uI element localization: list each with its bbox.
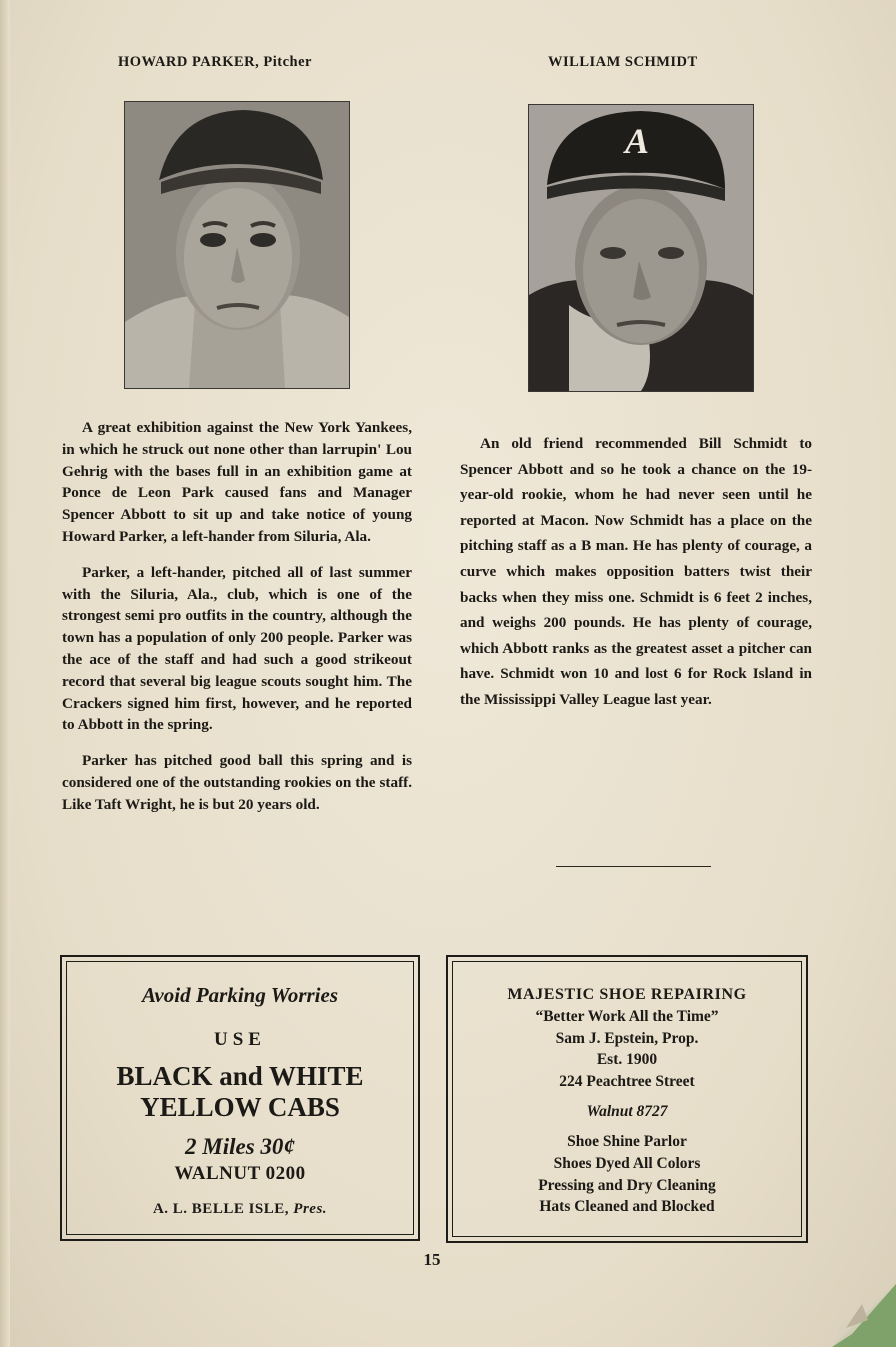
shoe-business-name: MAJESTIC SHOE REPAIRING xyxy=(507,986,747,1003)
left-bio-paragraph: Parker, a left-hander, pitched all of last summer with the Siluria, Ala., club, which is one of the strongest semi pro outfits in the country, although the town has a population of only 200 people. Parker was the ace of the staff and had such a good strikeout record that several big league scouts sought him. The Crackers signed him first, however, and he reported to Abbott in the spring. xyxy=(62,563,412,734)
cab-phone: WALNUT 0200 xyxy=(174,1163,306,1184)
right-bio-paragraph: An old friend recommended Bill Schmidt to Spencer Abbott and so he took a chance on the 19-year-old rookie, whom he had never seen until he reported at Macon. Now Schmidt has a place on the pitching staff as a B man. He has plenty of courage, a curve which makes opposition batters twist their backs when they miss one. Schmidt is 6 feet 2 inches, and weighs 200 pounds. He has plenty of courage, which Abbott ranks as the greatest asset a pitcher can have. Schmidt won 10 and lost 6 for Rock Island in the Mississippi Valley League last year. xyxy=(460,435,812,708)
left-player-heading xyxy=(118,54,312,71)
left-player-position: Pitcher xyxy=(263,54,312,70)
page-number: 15 xyxy=(423,1250,441,1269)
folded-corner-icon xyxy=(832,1284,896,1347)
cab-president-name: A. L. BELLE ISLE, xyxy=(152,1201,290,1217)
cab-company-name-line2: YELLOW CABS xyxy=(140,1092,340,1122)
shoe-service: Pressing and Dry Cleaning xyxy=(538,1177,716,1194)
cab-president xyxy=(62,1201,418,1218)
cab-president-title: Pres. xyxy=(293,1201,328,1217)
portrait-photo-icon xyxy=(529,105,753,391)
shoe-owner: Sam J. Epstein, Prop. xyxy=(555,1030,699,1047)
shoe-service: Shoes Dyed All Colors xyxy=(553,1155,701,1172)
right-player-heading: WILLIAM SCHMIDT xyxy=(548,54,698,70)
shoe-slogan: “Better Work All the Time” xyxy=(535,1008,719,1025)
shoe-address: 224 Peachtree Street xyxy=(559,1073,695,1090)
left-bio-paragraph: Parker has pitched good ball this spring and is considered one of the outstanding rookies on the staff. Like Taft Wright, he is but 20 years old. xyxy=(62,752,412,813)
cab-company-name-line1: BLACK and WHITE xyxy=(116,1061,364,1091)
left-bio-paragraph: A great exhibition against the New York Yankees, in which he struck out none other than larrupin' Lou Gehrig with the bases full in an exhibition game at Ponce de Leon Park caused fans and Manager Spencer Abbott to sit up and take notice of young Howard Parker, a left-hander from Siluria, Ala. xyxy=(62,419,412,545)
shoe-phone: Walnut 8727 xyxy=(586,1103,668,1120)
right-player-bio xyxy=(460,431,812,727)
shoe-repair-advertisement xyxy=(446,955,808,1243)
shoe-service: Hats Cleaned and Blocked xyxy=(539,1198,715,1215)
cab-slogan: Avoid Parking Worries xyxy=(141,983,339,1007)
portrait-photo-icon xyxy=(125,102,349,388)
page-spine-shadow xyxy=(0,0,10,1347)
left-player-photo xyxy=(124,101,350,389)
cab-advertisement xyxy=(60,955,420,1241)
cap-letter: A xyxy=(625,121,650,161)
cab-fare: 2 Miles 30¢ xyxy=(185,1134,295,1159)
left-player-name: HOWARD PARKER, xyxy=(118,54,260,70)
left-player-bio xyxy=(62,417,412,830)
right-player-photo xyxy=(528,104,754,392)
section-divider xyxy=(556,866,711,867)
shoe-established: Est. 1900 xyxy=(596,1051,658,1068)
shoe-service: Shoe Shine Parlor xyxy=(567,1133,687,1150)
cab-use: USE xyxy=(214,1029,266,1050)
